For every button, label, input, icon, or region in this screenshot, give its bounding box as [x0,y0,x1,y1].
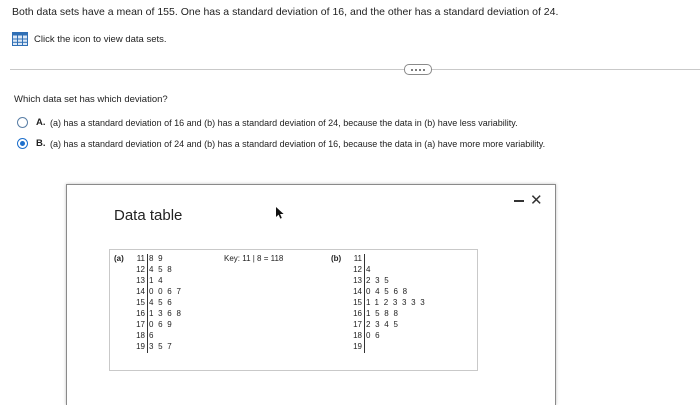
stem-value: 12 [353,265,362,274]
leaf-values: 06 [366,331,385,340]
stem-value: 17 [353,320,362,329]
view-datasets-link[interactable] [12,32,167,46]
option-a-text: (a) has a standard deviation of 16 and (b) has a standard deviation of 24, because the data in (b) have less variability. [50,117,518,128]
stem-value: 19 [353,342,362,351]
section-divider [10,69,700,70]
view-datasets-label: Click the icon to view data sets. [34,33,167,45]
option-b-text: (a) has a standard deviation of 24 and (b) has a standard deviation of 16, because the data in (a) have more more variability. [50,138,546,149]
leaf-values: 1588 [366,309,403,318]
leaf-values: 4 [366,265,376,274]
stem-value: 13 [136,276,145,285]
leaf-values: 1123333 [366,298,430,307]
dialog-title: Data table [114,207,183,224]
question-prompt: Which data set has which deviation? [14,94,168,105]
leaf-values: 89 [149,254,168,263]
stem-value: 15 [353,298,362,307]
close-icon[interactable]: ✕ [530,192,543,209]
question-text: Both data sets have a mean of 155. One has a standard deviation of 16, and the other has a standard deviation of 24. [12,6,559,18]
option-a-letter: A. [36,117,46,128]
stem-value: 18 [353,331,362,340]
plot-b-divider [364,254,365,353]
leaf-values: 456 [149,298,177,307]
option-b-radio[interactable] [17,138,28,149]
stem-value: 16 [353,309,362,318]
plot-a-label: (a) [114,254,124,263]
minimize-icon[interactable] [514,200,524,202]
stem-value: 11 [136,254,145,263]
leaf-values: 0067 [149,287,186,296]
stem-value: 16 [136,309,145,318]
plot-key: Key: 11 | 8 = 118 [224,254,284,263]
table-grid-icon[interactable] [12,32,28,46]
leaf-values: 357 [149,342,177,351]
stem-value: 15 [136,298,145,307]
mouse-pointer-icon [276,207,285,219]
option-a-radio[interactable] [17,117,28,128]
stem-value: 12 [136,265,145,274]
leaf-values: 6 [149,331,159,340]
leaf-values: 235 [366,276,394,285]
stem-value: 14 [353,287,362,296]
leaf-values: 04568 [366,287,412,296]
stem-value: 11 [353,254,362,263]
leaf-values: 1368 [149,309,186,318]
option-b-letter: B. [36,138,46,149]
option-b[interactable] [17,138,545,149]
plot-b-label: (b) [331,254,342,263]
stem-value: 14 [136,287,145,296]
leaf-values: 14 [149,276,168,285]
leaf-values: 069 [149,320,177,329]
data-table-dialog [66,184,556,405]
stem-value: 13 [353,276,362,285]
stem-leaf-panel [109,249,478,371]
stem-value: 17 [136,320,145,329]
leaf-values: 458 [149,265,177,274]
leaf-values: 2345 [366,320,403,329]
plot-a-divider [147,254,148,353]
stem-value: 19 [136,342,145,351]
ellipsis-icon[interactable] [404,64,432,75]
stem-value: 18 [136,331,145,340]
option-a[interactable] [17,117,518,128]
